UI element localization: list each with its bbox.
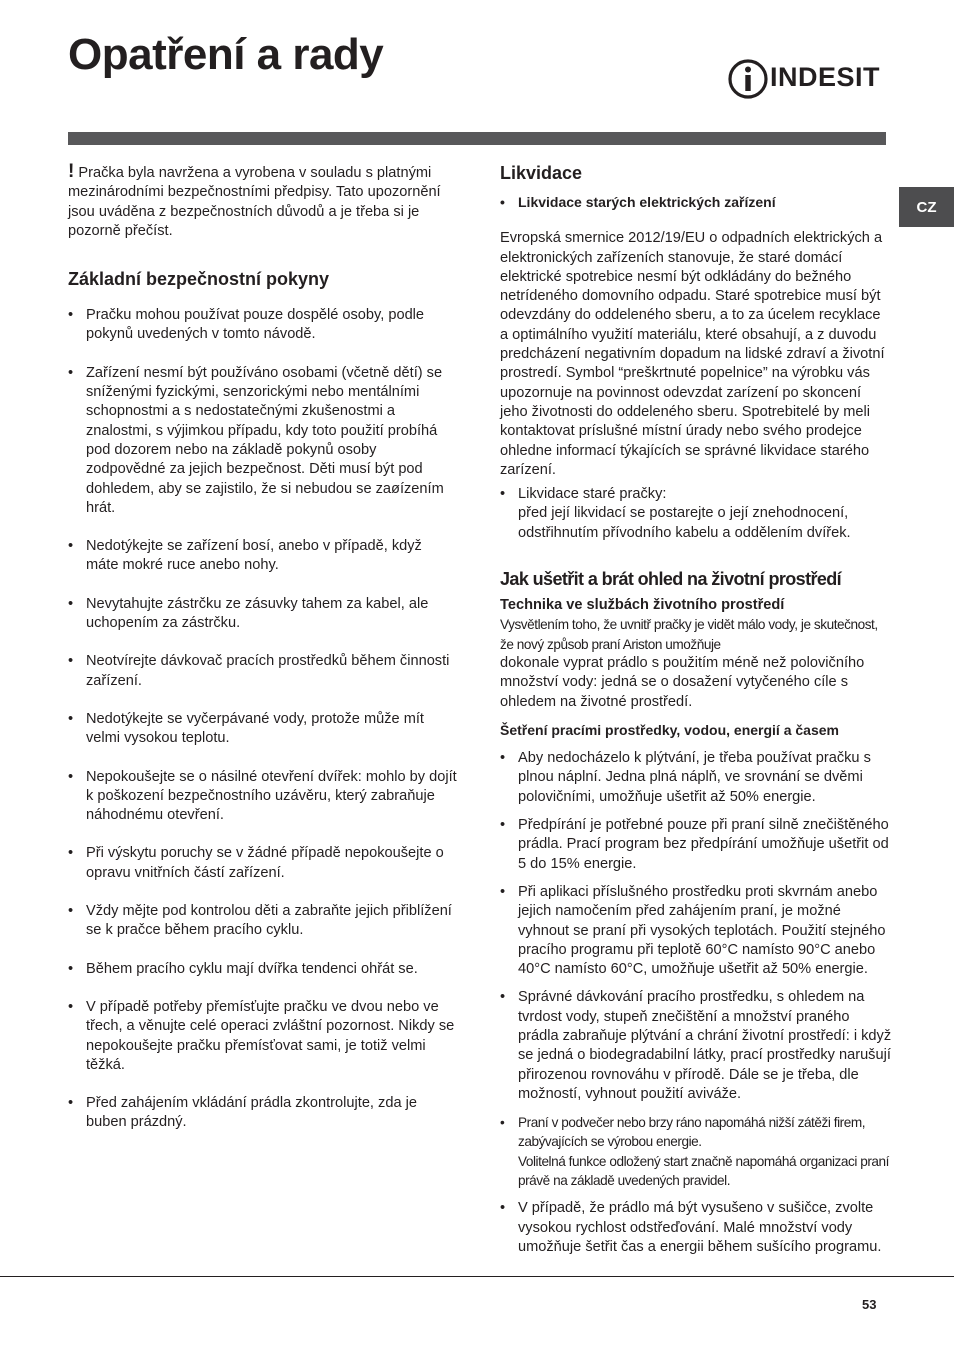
savings-heading: Šetření pracími prostředky, vodou, energií a časem bbox=[500, 721, 839, 738]
night-item bbox=[500, 1113, 892, 1190]
list-item: • Aby nedocházelo k plýtvání, je třeba používat pračku s plnou náplní. Jedna plná náplň, ve srovnání se dvěmi polovičními, umožňuje ušetřit až 50% energie. bbox=[500, 749, 892, 807]
header-bar bbox=[68, 132, 886, 145]
right-column bbox=[500, 162, 892, 1266]
left-column bbox=[68, 162, 458, 1152]
night-line-2: Volitelná funkce odložený start značně napomáhá organizaci praní právě na základě uvedených pravidel. bbox=[518, 1153, 889, 1189]
tech-text-2: dokonale vyprat prádlo s použitím méně než polovičního množství vody: jedná se o dosažení vytyčeného cíle s ohledem na životné prostředí. bbox=[500, 654, 865, 710]
disposal-bullet: • Likvidace starých elektrických zařízení bbox=[500, 193, 892, 212]
footer-line bbox=[0, 1276, 954, 1277]
list-item: • Při výskytu poruchy se v žádné případě nepokoušejte o opravu vnitřních částí zařízení. bbox=[68, 844, 458, 883]
language-tab: CZ bbox=[899, 187, 954, 227]
brand-circle-icon bbox=[728, 58, 768, 100]
night-line-1: Praní v podvečer nebo brzy ráno napomáhá nižší zátěži firem, zabývajících se výrobou energie. bbox=[518, 1115, 866, 1150]
list-item: • Neotvírejte dávkovač pracích prostředků během činnosti zařízení. bbox=[68, 652, 458, 691]
old-washer-item bbox=[500, 485, 892, 543]
list-item: • Zařízení nesmí být používáno osobami (včetně dětí) se sníženými fyzickými, senzorickými nebo mentálními schopnostmi a s nedostatečnými zkušenostmi a znalostmi, s výjimkou případu, kdy toto použití probíhá pod dozorem nebo na základě pokynů osoby zodpovědné za jejich bezpečnost. Děti musí být pod dohledem, aby se zajistilo, že si nebudou se zaøízením hrát. bbox=[68, 364, 458, 518]
old-washer-title: Likvidace staré pračky: bbox=[518, 486, 667, 503]
intro-paragraph bbox=[68, 162, 458, 241]
intro-text: Pračka byla navržena a vyrobena v souladu s platnými mezinárodními bezpečnostními předpisy. Tato upozornění jsou uváděna z bezpečnostních důvodů a je třeba si je pozorně přečíst. bbox=[68, 165, 441, 239]
list-item: • Nepokoušejte se o násilné otevření dvířek: mohlo by dojít k poškození bezpečnostního uzávěru, který zabraňuje náhodnému otevření. bbox=[68, 768, 458, 826]
page-title: Opatření a rady bbox=[68, 30, 384, 79]
list-item: • Nevytahujte zástrčku ze zásuvky tahem za kabel, ale uchopením za zástrčku. bbox=[68, 595, 458, 634]
brand-logo bbox=[728, 58, 888, 100]
list-item: • Předpírání je potřebné pouze při praní silně znečištěného prádla. Prací program bez předpírání umožňuje ušetřit od 5 do 15% energie. bbox=[500, 816, 892, 874]
savings-list bbox=[500, 749, 892, 1257]
safety-heading: Základní bezpečnostní pokyny bbox=[68, 269, 330, 290]
disposal-heading: Likvidace bbox=[500, 163, 583, 183]
list-item: • Pračku mohou používat pouze dospělé osoby, podle pokynů uvedených v tomto návodě. bbox=[68, 306, 458, 345]
list-item: • Během pracího cyklu mají dvířka tendenci ohřát se. bbox=[68, 960, 458, 979]
tech-text-1: Vysvětlením toho, že uvnitř pračky je vidět málo vody, je skutečnost, že nový způsob praní Ariston umožňuje bbox=[500, 617, 878, 652]
list-item: • Při aplikaci příslušného prostředku proti skvrnám anebo jejich namočením před zahájením praní, je možné vyhnout se praní při vysokých teplotách. Použití stejného pracího programu při teplotě 60°C namísto 90°C anebo 40°C namísto 60°C, umožňuje ušetřit až 50% energie. bbox=[500, 883, 892, 979]
warning-mark: ! bbox=[68, 161, 75, 182]
list-item: • Nedotýkejte se zařízení bosí, anebo v případě, když máte mokré ruce anebo nohy. bbox=[68, 537, 458, 576]
page-number: 53 bbox=[862, 1297, 877, 1312]
old-washer-text: před její likvidací se postarejte o její znehodnocení, odstřihnutím přívodního kabelu a oddělením dvířek. bbox=[518, 505, 851, 541]
disposal-list bbox=[500, 193, 892, 212]
list-item: • Nedotýkejte se vyčerpávané vody, protože může mít velmi vysokou teplotu. bbox=[68, 710, 458, 749]
brand-name: INDESIT bbox=[770, 62, 881, 92]
safety-list bbox=[68, 306, 458, 1133]
list-item: • V případě, že prádlo má být vysušeno v sušičce, zvolte vysokou rychlost odstřeďování. Malé množství vody umožňuje šetřit čas a energii během sušícího programu. bbox=[500, 1199, 892, 1257]
list-item: • Před zahájením vkládání prádla zkontrolujte, zda je buben prázdný. bbox=[68, 1094, 458, 1133]
list-item: • V případě potřeby přemísťujte pračku ve dvou nebo ve třech, a věnujte celé operaci zvláštní pozornost. Nikdy se nepokoušejte pračku přemísťovat sami, je totiž velmi těžká. bbox=[68, 998, 458, 1075]
old-washer-list bbox=[500, 485, 892, 543]
list-item: • Správné dávkování pracího prostředku, s ohledem na tvrdost vody, stupeň znečištění a množství praného prádla zabraňuje plýtvání a chrání životní prostředí: i když se jedná o biodegradabilní látky, prací prostředky narušují přirozenou rovnováhu v přírodě. Dále se je třeba, dle možností, vyhnout použití aviváže. bbox=[500, 988, 892, 1104]
disposal-text: Evropská smernice 2012/19/EU o odpadních elektrických a elektronických zařízeních stanovuje, že staré domácí elektrické spotrebice nesmí být odkládány do bežného netrídeného domovního odpadu. Staré spotrebice musí být odevzdány do oddeleného sberu, a to za úcelem recyklace a optimálního využití materiálu, které obsahují, a z duvodu predcházení negativním dopadum na lidské zdraví a životní prostredí. Symbol “preškrtnuté popelnice” na výrobku vás upozornuje na povinnost odevzdat zarízení po skoncení jeho životnosti do oddeleného sberu. Spotrebitelé by meli kontaktovat príslušné místní úrady nebo svého prodejce ohledne informací týkajících se správné likvidace starého zarízení. bbox=[500, 230, 885, 478]
eco-heading: Jak ušetřit a brát ohled na životní prostředí bbox=[500, 569, 842, 590]
tech-heading: Technika ve službách životního prostředí bbox=[500, 597, 785, 614]
list-item: • Vždy mějte pod kontrolou děti a zabraňte jejich přiblížení se k pračce během pracího cyklu. bbox=[68, 902, 458, 941]
